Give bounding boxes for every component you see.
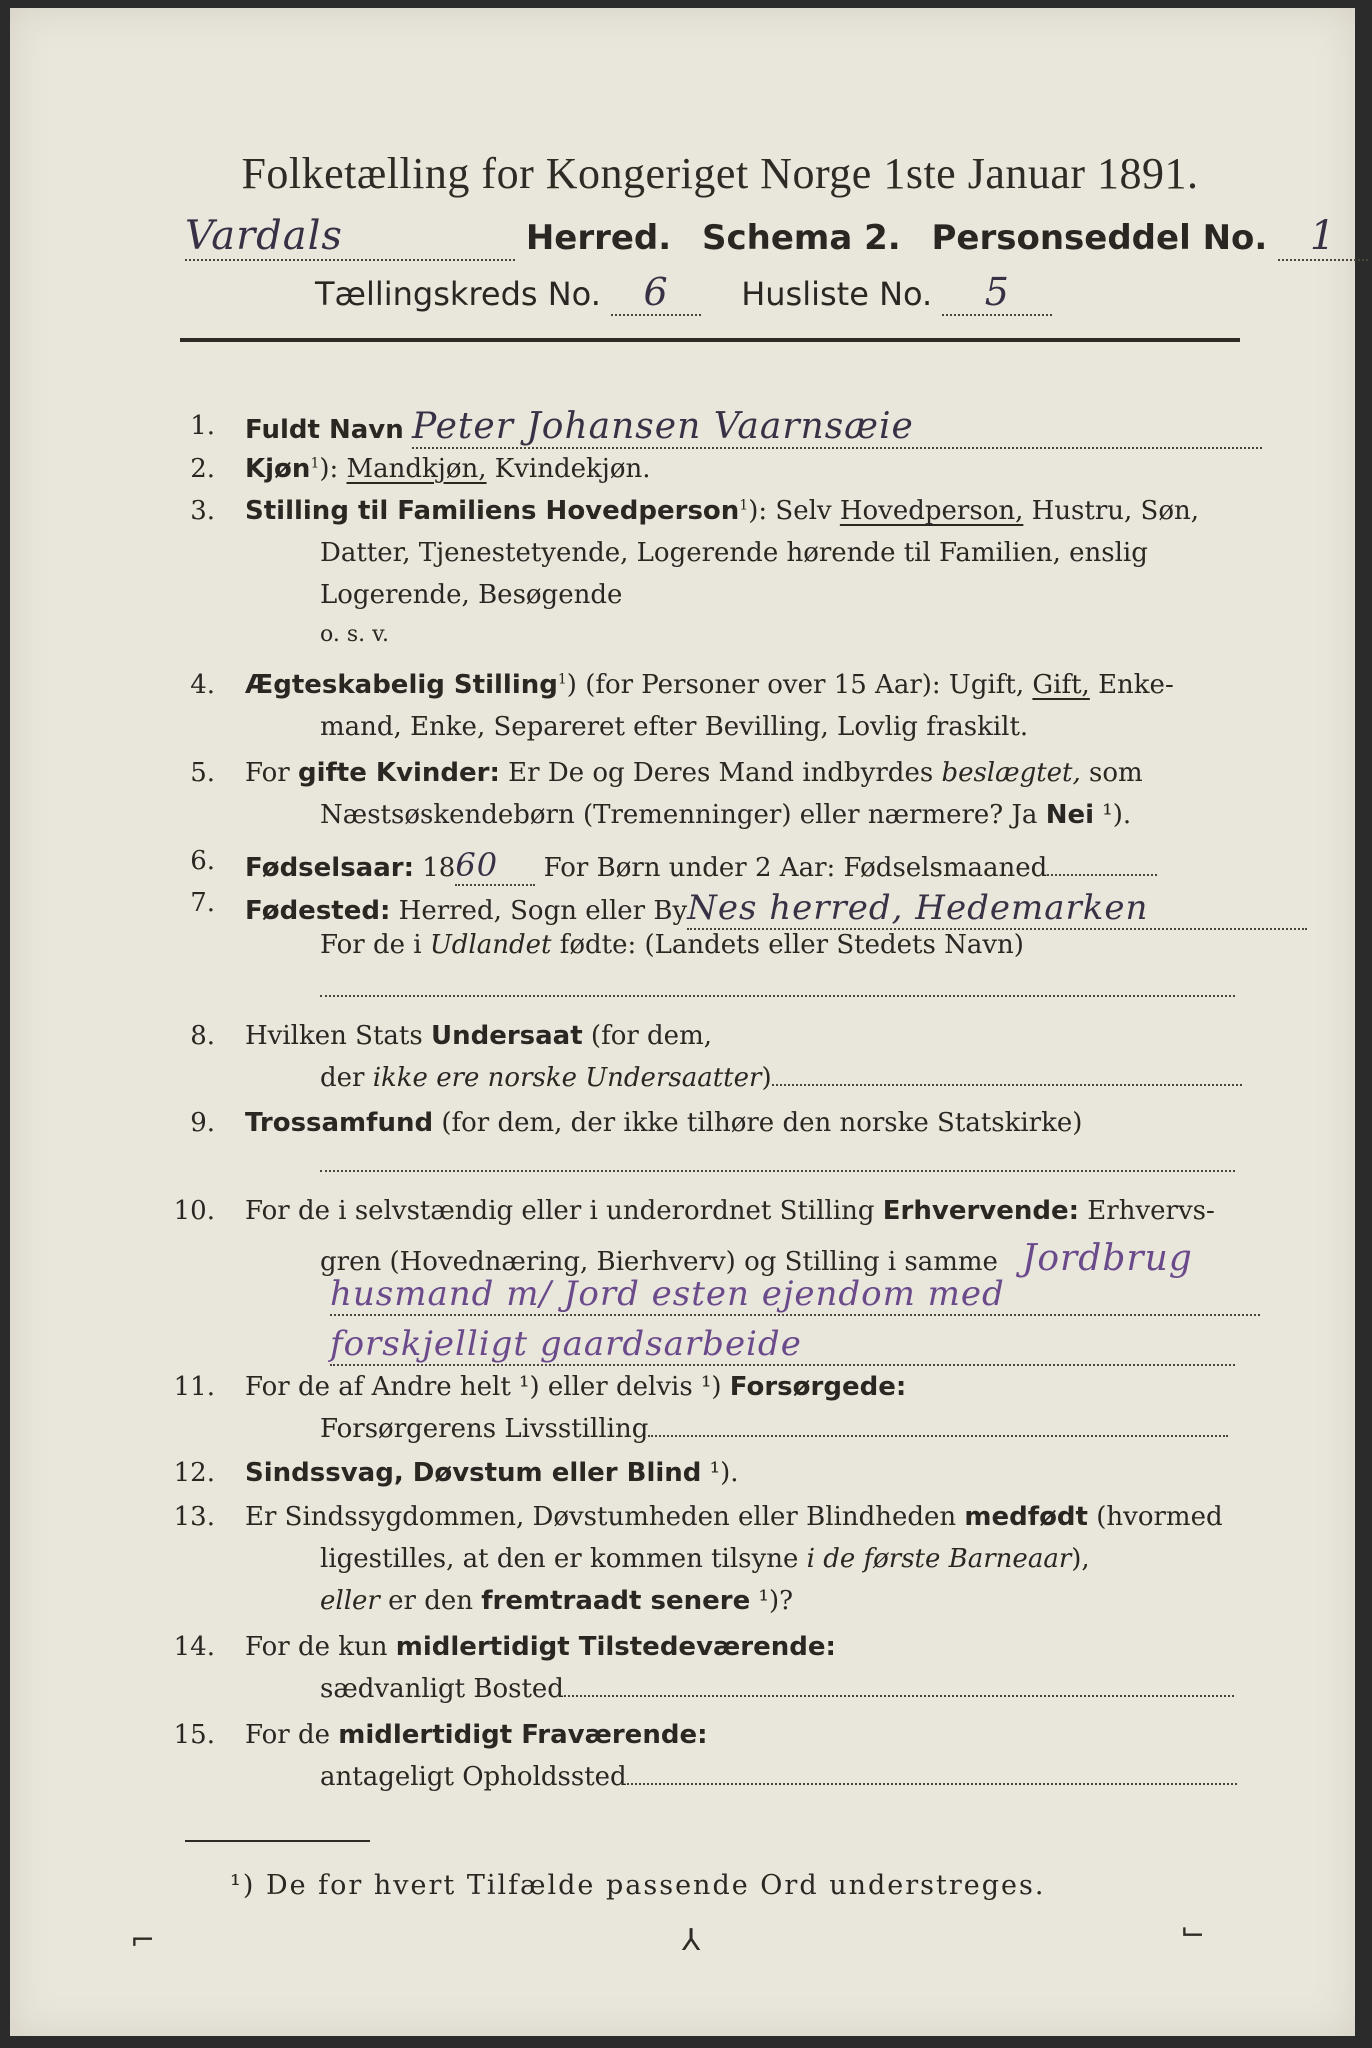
q6-prefix: 18 [414, 853, 456, 883]
q14-text-b: sædvanligt Bosted [320, 1674, 564, 1704]
q3-text-b: Hustru, Søn, [1023, 496, 1200, 526]
q5-text-italic: beslægtet, [941, 758, 1081, 788]
q13-text-c: (hvormed [1087, 1502, 1223, 1532]
q13-text-e: ), [1071, 1544, 1090, 1574]
corner-mark-left-icon: ⌐ [130, 1923, 156, 1958]
provider-field[interactable] [648, 1435, 1228, 1437]
herred-label: Herred. [525, 218, 672, 258]
birth-month-field[interactable] [1047, 874, 1157, 876]
q14-line-2 [320, 1674, 1234, 1704]
q7-text-a: For de i [320, 930, 430, 960]
q13-line-3 [320, 1586, 793, 1616]
q5-text-d: ¹). [1094, 800, 1132, 830]
q1-label: Fuldt Navn [245, 415, 404, 445]
q13-line-1 [245, 1502, 1223, 1532]
kreds-label: Tællingskreds No. [315, 275, 601, 313]
q8-text-d: der [320, 1063, 373, 1093]
q3-text-a: ): Selv [748, 496, 840, 526]
q1-line [245, 406, 1262, 449]
q8-number: 8. [190, 1021, 215, 1051]
husliste-label: Husliste No. [741, 275, 933, 313]
foreign-birthplace-field[interactable] [320, 993, 1235, 997]
q13-text-g: ¹)? [750, 1586, 794, 1616]
q10-text-c: Erhvervs- [1079, 1196, 1215, 1226]
q7-text-italic: Udlandet [429, 930, 552, 960]
personseddel-field[interactable]: 1 [1278, 213, 1368, 261]
occupation-field-3[interactable]: forskjelligt gaardsarbeide [330, 1324, 1235, 1366]
q6-line [245, 846, 1157, 886]
q15-line-2 [320, 1762, 1237, 1792]
q8-text-e: ) [761, 1063, 772, 1093]
q7-line-2 [320, 930, 1024, 960]
q11-number: 11. [173, 1372, 215, 1402]
option-nei[interactable]: Nei [1045, 800, 1095, 830]
q8-line-2 [320, 1063, 1242, 1093]
q11-text-b: Forsørgerens Livsstilling [320, 1414, 649, 1444]
q12-number: 12. [173, 1458, 215, 1488]
kreds-field[interactable]: 6 [611, 270, 701, 316]
q6-rest: For Børn under 2 Aar: Fødselsmaaned [535, 853, 1048, 883]
form-title: Folketælling for Kongeriget Norge 1ste Januar 1891. [241, 149, 1199, 198]
usual-residence-field[interactable] [564, 1695, 1234, 1697]
q3-line-1: Stilling til Familiens Hovedperson$^1$): Selv Hovedperson, Hustru, Søn, [245, 496, 1200, 526]
husliste-field[interactable]: 5 [942, 270, 1052, 316]
q5-number: 5. [190, 758, 215, 788]
option-kvindekjon[interactable]: Kvindekjøn. [494, 454, 651, 484]
q10-label: Erhvervende: [882, 1196, 1080, 1226]
q14-number: 14. [173, 1632, 215, 1662]
footnote: ¹) De for hvert Tilfælde passende Ord understreges. [230, 1870, 1046, 1901]
q4-label: Ægteskabelig Stilling [245, 670, 558, 700]
q8-line-1 [245, 1021, 712, 1051]
q8-label: Undersaat [430, 1021, 583, 1051]
q13-line-2 [320, 1544, 1090, 1574]
q10-number: 10. [173, 1196, 215, 1226]
q15-text-a: For de [245, 1720, 339, 1750]
probable-location-field[interactable] [627, 1783, 1237, 1785]
personseddel-label: Personseddel No. [931, 218, 1268, 258]
q11-text-a: For de af Andre helt ¹) eller delvis ¹) [245, 1372, 730, 1402]
religion-field[interactable] [320, 1168, 1235, 1172]
census-form-sheet [10, 8, 1355, 2036]
q15-line-1 [245, 1720, 707, 1750]
q5-text-a: For [245, 758, 298, 788]
q6-label: Fødselsaar: [245, 853, 414, 883]
q4-text-b: Enke- [1089, 670, 1174, 700]
occupation-field-2[interactable]: husmand m/ Jord esten ejendom med [330, 1274, 1260, 1316]
q10-line-1 [245, 1196, 1215, 1226]
q8-text-italic: ikke ere norske Undersaatter [372, 1063, 762, 1093]
q7-rest: Herred, Sogn eller By [390, 896, 688, 926]
q11-line-1 [245, 1372, 906, 1402]
q7-label: Fødested: [245, 896, 391, 926]
q7-text-b: fødte: (Landets eller Stedets Navn) [551, 930, 1024, 960]
q6-number: 6. [190, 846, 215, 876]
q5-line-2 [320, 800, 1131, 830]
schema-label: Schema 2. [702, 218, 901, 258]
birthplace-field[interactable]: Nes herred, Hedemarken [687, 888, 1307, 930]
q3-line-2: Datter, Tjenestetyende, Logerende hørende til Familien, enslig [320, 538, 1148, 568]
q14-line-1 [245, 1632, 836, 1662]
q13-text-d: ligestilles, at den er kommen tilsyne [320, 1544, 807, 1574]
q12-line [245, 1458, 739, 1488]
herred-field[interactable]: Vardals [185, 213, 515, 261]
header-line-2 [315, 270, 1052, 316]
q5-text-c: Næstsøskendebørn (Tremenninger) eller nærmere? Ja [320, 800, 1046, 830]
q8-text-c: (for dem, [582, 1021, 712, 1051]
q11-label: Forsørgede: [729, 1372, 907, 1402]
q9-rest: (for dem, der ikke tilhøre den norske Statskirke) [433, 1108, 1083, 1138]
q13-text-italic: i de første Barneaar [806, 1544, 1072, 1574]
q5-label: gifte Kvinder: [297, 758, 500, 788]
header-rule [180, 338, 1240, 342]
q8-text-a: Hvilken Stats [245, 1021, 431, 1051]
corner-mark-center-icon: ⅄ [682, 1923, 701, 1958]
q7-line-1 [245, 888, 1307, 930]
q15-number: 15. [173, 1720, 215, 1750]
q1-number: 1. [190, 411, 215, 441]
q5-text-b: Er De og Deres Mand indbyrdes [499, 758, 942, 788]
q12-label: Sindssvag, Døvstum eller Blind [245, 1458, 702, 1488]
q13-number: 13. [173, 1502, 215, 1532]
q13-label-2: fremtraadt senere [481, 1586, 751, 1616]
q4-line-2: mand, Enke, Separeret efter Bevilling, Lovlig fraskilt. [320, 712, 1029, 742]
corner-mark-right-icon: ⌙ [1180, 1913, 1206, 1948]
q7-number: 7. [190, 888, 215, 918]
q12-rest: ¹). [701, 1458, 739, 1488]
q5-text-end: som [1080, 758, 1143, 788]
option-mandkjon[interactable]: Mandkjøn, [346, 454, 487, 484]
q2-line [245, 454, 650, 484]
q9-number: 9. [190, 1108, 215, 1138]
option-gift[interactable]: Gift, [1032, 670, 1090, 700]
q10-text-d: gren (Hovednæring, Bierhverv) og Stilling i samme [320, 1247, 998, 1277]
q13-text-a: Er Sindssygdommen, Døvstumheden eller Blindheden [245, 1502, 965, 1532]
q15-label: midlertidigt Fraværende: [338, 1720, 708, 1750]
q13-text-f: er den [379, 1586, 482, 1616]
q13-text-italic-2: eller [320, 1586, 380, 1616]
q15-text-b: antageligt Opholdssted [320, 1762, 627, 1792]
q4-number: 4. [190, 670, 215, 700]
q2-sup: 1 [310, 455, 320, 472]
q11-line-2 [320, 1414, 1228, 1444]
q3-line-3: Logerende, Besøgende [320, 580, 623, 610]
birth-year-field[interactable]: 60 [455, 846, 535, 886]
citizenship-field[interactable] [772, 1084, 1242, 1086]
q13-label: medfødt [964, 1502, 1088, 1532]
option-hovedperson[interactable]: Hovedperson, [839, 496, 1024, 526]
q2-number: 2. [190, 454, 215, 484]
q2-label: Kjøn [245, 454, 311, 484]
q14-label: midlertidigt Tilstedeværende: [395, 1632, 836, 1662]
q3-label: Stilling til Familiens Hovedperson [245, 496, 740, 526]
q4-line-1: Ægteskabelig Stilling$^1$) (for Personer over 15 Aar): Ugift, Gift, Enke- [245, 670, 1174, 700]
q2-rest: ): [319, 454, 347, 484]
q14-text-a: For de kun [245, 1632, 396, 1662]
q10-text-a: For de i selvstændig eller i underordnet Stilling [245, 1196, 883, 1226]
q5-line-1 [245, 758, 1143, 788]
q3-number: 3. [190, 496, 215, 526]
header-line-1 [185, 213, 1368, 261]
occupation-field-1[interactable]: Jordbrug [1021, 1238, 1193, 1279]
q4-text-a: ) (for Personer over 15 Aar): Ugift, [566, 670, 1033, 700]
q9-line [245, 1108, 1082, 1138]
footnote-rule [185, 1840, 370, 1842]
q10-line-2 [320, 1238, 1193, 1279]
full-name-field[interactable]: Peter Johansen Vaarnsæie [412, 406, 1262, 449]
q9-label: Trossamfund [245, 1108, 434, 1138]
q3-line-4: o. s. v. [320, 622, 389, 647]
